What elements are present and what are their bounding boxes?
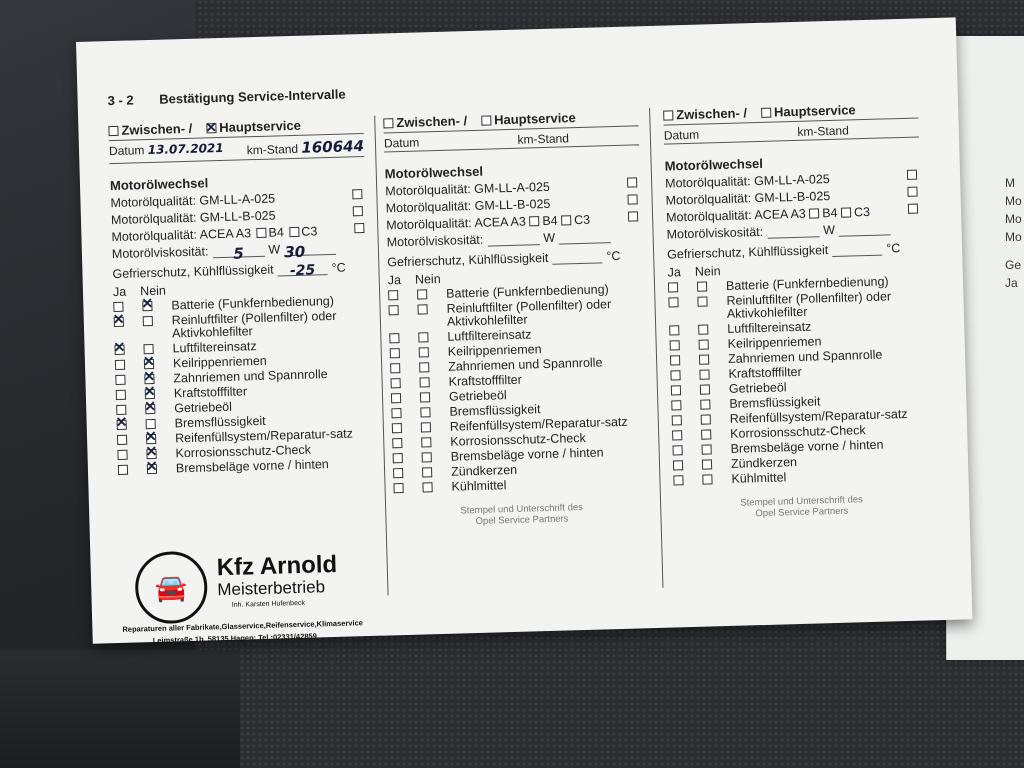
stamp-address-1: Reparaturen aller Fabrikate,Glasservice,Reifenservice,Klimaservice xyxy=(122,618,364,634)
stamp-caption: Stempel und Unterschrift des Opel Service Partners xyxy=(740,494,863,520)
list-item: Keilrippenriemen xyxy=(390,340,645,360)
list-item: ✕ Korrosionsschutz-Check xyxy=(117,442,372,462)
datum-label: Datum xyxy=(108,143,145,159)
page-title: Bestätigung Service-Intervalle xyxy=(159,86,346,107)
list-item: Bremsbeläge vorne / hinten xyxy=(672,437,927,457)
service-column-2: Zwischen- / Hauptservice Datum km-Stand Motorölwechsel Motorölqualität: GM-LL-A-025 Motorölqualität: GM-LL-B-025 Motorölqualität: ACEA A3 B4 C3 Motorölviskosität: W Gefrierschutz, Kühlflüssigkeit °C Ja Nein Batterie (Funkfernbedienung) Reinluftfilter (Pollenfilter) oder Aktivkohlefilter Luftfiltereinsatz Keilrippenriemen Zahnriemen und Spannrolle Kraftstofffilter Getriebeöl Bremsflüssigkeit Reifenfüllsystem/Reparatur-satz Korrosionsschutz-Check Bremsbeläge vorne / hinten Zündkerzen Kühlmittel Stempel und Unterschrift des Opel Service Partners xyxy=(383,108,651,585)
stamp-address-2: Leimstraße 1b, 58135 Hagen; Tel.:02331/42859 xyxy=(152,631,317,646)
viscosity-label: Motorölviskosität: xyxy=(111,244,209,262)
list-item: Zahnriemen und Spannrolle xyxy=(670,347,925,367)
b4-label: B4 xyxy=(268,225,285,240)
km-label: km-Stand xyxy=(246,141,299,158)
workshop-stamp xyxy=(120,546,383,653)
next-page-fragment: M xyxy=(1005,176,1015,190)
list-item: ✕ Bremsbeläge vorne / hinten xyxy=(118,457,373,477)
oil-quality-2: Motorölqualität: GM-LL-B-025 xyxy=(110,208,276,228)
handwritten-frost: -25 xyxy=(277,262,327,276)
list-item: Zündkerzen xyxy=(673,452,928,472)
list-item: Reinluftfilter (Pollenfilter) oder Aktivkohlefilter xyxy=(388,297,644,330)
page-header xyxy=(107,86,345,108)
handwritten-visc-right: 30 xyxy=(284,241,336,255)
section-title: Motorölwechsel xyxy=(109,175,209,194)
c3-checkbox xyxy=(354,223,364,233)
page-number: 3 - 2 xyxy=(107,92,134,109)
stamp-meister: Meisterbetrieb xyxy=(217,577,326,600)
list-item: Luftfiltereinsatz xyxy=(669,317,924,337)
list-item: Reinluftfilter (Pollenfilter) oder Aktivkohlefilter xyxy=(668,289,924,322)
list-item: ✕ Reinluftfilter (Pollenfilter) oder Aktivkohlefilter xyxy=(114,309,370,342)
oil1-checkbox xyxy=(352,189,362,199)
handwritten-date: 13.07.2021 xyxy=(147,140,224,158)
list-item: Kraftstofffilter xyxy=(390,370,645,390)
ja-label: Ja xyxy=(112,284,127,300)
celsius-label: °C xyxy=(331,260,346,275)
service-column-1 xyxy=(108,116,376,646)
nein-label: Nein xyxy=(139,283,167,299)
next-page-fragment: Ge xyxy=(1005,258,1022,272)
list-item: Zahnriemen und Spannrolle xyxy=(390,355,645,375)
stamp-owner: Inh. Karsten Hufenbeck xyxy=(231,599,306,609)
list-item: ✕ Luftfiltereinsatz xyxy=(114,337,369,357)
frost-row xyxy=(112,260,367,281)
list-item: Kühlmittel xyxy=(393,475,648,495)
stamp-name: Kfz Arnold xyxy=(216,550,338,582)
list-item: Getriebeöl xyxy=(671,377,926,397)
stamp-caption: Stempel und Unterschrift des Opel Service Partners xyxy=(460,502,584,528)
zwischen-checkbox xyxy=(108,126,118,136)
w-label: W xyxy=(268,242,281,257)
list-item: Korrosionsschutz-Check xyxy=(392,430,647,450)
list-item: Getriebeöl xyxy=(391,385,646,405)
next-page-fragment: Mo xyxy=(1005,230,1022,244)
next-page-fragment: Mo xyxy=(1005,194,1022,208)
next-page-fragment: Ja xyxy=(1005,276,1018,290)
haupt-checkbox xyxy=(206,123,216,133)
next-page-fragment: Mo xyxy=(1005,212,1022,226)
list-item: Korrosionsschutz-Check xyxy=(672,422,927,442)
list-item: Reifenfüllsystem/Reparatur-satz xyxy=(392,415,647,435)
list-item: Bremsflüssigkeit xyxy=(671,392,926,412)
list-item: Kraftstofffilter xyxy=(670,362,925,382)
oil-quality-1: Motorölqualität: GM-LL-A-025 xyxy=(110,191,276,211)
c3-label: C3 xyxy=(301,224,318,239)
viscosity-row xyxy=(112,240,367,261)
list-item: ✕ Keilrippenriemen xyxy=(115,352,370,372)
service-column-3: Zwischen- / Hauptservice Datum km-Stand Motorölwechsel Motorölqualität: GM-LL-A-025 Motorölqualität: GM-LL-B-025 Motorölqualität: ACEA A3 B4 C3 Motorölviskosität: W Gefrierschutz, Kühlflüssigkeit °C Ja Nein Batterie (Funkfernbedienung) Reinluftfilter (Pollenfilter) oder Aktivkohlefilter Luftfiltereinsatz Keilrippenriemen Zahnriemen und Spannrolle Kraftstofffilter Getriebeöl Bremsflüssigkeit Reifenfüllsystem/Reparatur-satz Korrosionsschutz-Check Bremsbeläge vorne / hinten Zündkerzen Kühlmittel Stempel und Unterschrift des Opel Service Partners xyxy=(663,101,931,578)
list-item: Luftfiltereinsatz xyxy=(389,325,644,345)
handwritten-visc-left: 5 xyxy=(212,243,264,257)
acea-a3-checkbox xyxy=(256,228,266,238)
list-item: Reifenfüllsystem/Reparatur-satz xyxy=(672,407,927,427)
car-lift-icon: 🚘 xyxy=(134,551,208,625)
b4-checkbox xyxy=(289,227,299,237)
list-item: ✕ Batterie (Funkfernbedienung) xyxy=(113,294,368,314)
list-item: Batterie (Funkfernbedienung) xyxy=(668,274,923,294)
list-item: ✕ Zahnriemen und Spannrolle xyxy=(115,367,370,387)
list-item: Bremsflüssigkeit xyxy=(391,400,646,420)
list-item: ✕ Kraftstofffilter xyxy=(116,382,371,402)
list-item: Zündkerzen xyxy=(393,460,648,480)
frost-label: Gefrierschutz, Kühlflüssigkeit xyxy=(112,262,274,282)
list-item: Keilrippenriemen xyxy=(670,332,925,352)
list-item: Bremsbeläge vorne / hinten xyxy=(393,445,648,465)
zwischen-label: Zwischen- / xyxy=(121,120,193,138)
list-item: Kühlmittel xyxy=(673,467,928,487)
leather-seat-bottom xyxy=(0,650,240,768)
service-booklet-page xyxy=(76,17,972,646)
list-item: ✕ Getriebeöl xyxy=(116,397,371,417)
list-item: ✕ Reifenfüllsystem/Reparatur-satz xyxy=(117,427,372,447)
handwritten-km: 160644 xyxy=(301,137,365,157)
oil2-checkbox xyxy=(353,206,363,216)
list-item: Batterie (Funkfernbedienung) xyxy=(388,282,643,302)
list-item: ✕ Bremsflüssigkeit xyxy=(117,412,372,432)
haupt-label: Hauptservice xyxy=(219,117,302,136)
oil-quality-3: Motorölqualität: ACEA A3 xyxy=(111,226,252,245)
